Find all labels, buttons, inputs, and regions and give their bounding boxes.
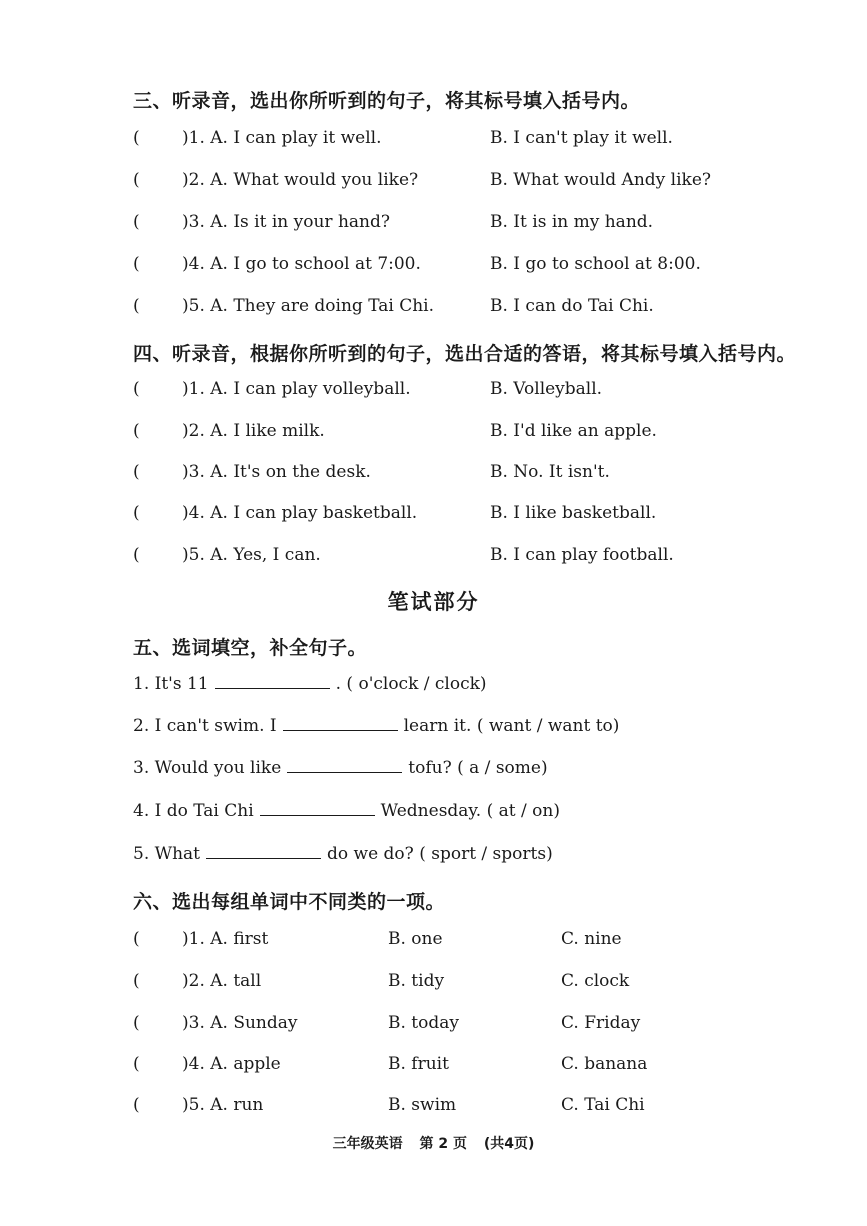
s3-q2-option-b: B. What would Andy like?: [490, 170, 712, 190]
s5-q3-text-after: tofu? ( a / some): [408, 758, 548, 778]
written-part-title: 笔试部分: [387, 590, 480, 614]
s6-q5-paren: (: [133, 1095, 140, 1115]
s3-q5-option-a: )5. A. They are doing Tai Chi.: [182, 296, 435, 316]
s3-q2-paren: (: [133, 170, 140, 190]
s6-q2-option-b: B. tidy: [388, 971, 445, 991]
s6-q3-option-a: )3. A. Sunday: [182, 1013, 298, 1033]
s4-q3-option-a: )3. A. It's on the desk.: [182, 462, 371, 482]
s6-q2-option-a: )2. A. tall: [182, 971, 262, 991]
s6-q2-option-c: C. clock: [561, 971, 630, 991]
s3-q4-paren: (: [133, 254, 140, 274]
s3-q1-option-b: B. I can't play it well.: [490, 128, 673, 148]
s5-q4-text-before: 4. I do Tai Chi: [133, 801, 254, 821]
footer-page: 第 2 页: [419, 1136, 467, 1152]
s4-q4-paren: (: [133, 503, 140, 523]
s3-q3-option-b: B. It is in my hand.: [490, 212, 654, 232]
s6-q3-option-b: B. today: [388, 1013, 459, 1033]
s5-q1-text-after: . ( o'clock / clock): [335, 674, 487, 694]
s3-q4-option-b: B. I go to school at 8:00.: [490, 254, 701, 274]
s3-q1-option-a: )1. A. I can play it well.: [182, 128, 382, 148]
section3-title: 三、听录音，选出你所听到的句子，将其标号填入括号内。: [133, 90, 641, 112]
s6-q4-option-b: B. fruit: [388, 1054, 449, 1074]
s6-q1-option-c: C. nine: [561, 929, 622, 949]
s4-q1-option-b: B. Volleyball.: [490, 379, 603, 399]
s4-q5-option-a: )5. A. Yes, I can.: [182, 545, 321, 565]
s3-q2-option-a: )2. A. What would you like?: [182, 170, 419, 190]
s5-q5-text-after: do we do? ( sport / sports): [327, 844, 553, 864]
section5-title: 五、选词填空，补全句子。: [133, 637, 368, 659]
s6-q1-option-a: )1. A. first: [182, 929, 269, 949]
s5-q5-blank[interactable]: [206, 844, 321, 859]
s5-q2: [133, 716, 619, 736]
s5-q1-blank[interactable]: [215, 674, 330, 689]
s3-q3-option-a: )3. A. Is it in your hand?: [182, 212, 390, 232]
s3-q1-paren: (: [133, 128, 140, 148]
s6-q1-option-b: B. one: [388, 929, 443, 949]
section6-title: 六、选出每组单词中不同类的一项。: [133, 891, 446, 913]
s6-q3-paren: (: [133, 1013, 140, 1033]
s4-q4-option-a: )4. A. I can play basketball.: [182, 503, 418, 523]
s4-q3-option-b: B. No. It isn't.: [490, 462, 610, 482]
page-footer: [0, 1133, 867, 1153]
s5-q2-text-before: 2. I can't swim. I: [133, 716, 277, 736]
footer-subject: 三年级英语: [332, 1136, 403, 1152]
s6-q5-option-a: )5. A. run: [182, 1095, 264, 1115]
s5-q5: [133, 844, 553, 864]
s5-q5-text-before: 5. What: [133, 844, 201, 864]
s3-q5-paren: (: [133, 296, 140, 316]
s4-q1-option-a: )1. A. I can play volleyball.: [182, 379, 411, 399]
s5-q1-text-before: 1. It's 11: [133, 674, 209, 694]
s3-q5-option-b: B. I can do Tai Chi.: [490, 296, 654, 316]
s3-q4-option-a: )4. A. I go to school at 7:00.: [182, 254, 421, 274]
s4-q2-option-a: )2. A. I like milk.: [182, 421, 325, 441]
s5-q4-blank[interactable]: [260, 801, 375, 816]
s5-q3-text-before: 3. Would you like: [133, 758, 282, 778]
s4-q1-paren: (: [133, 379, 140, 399]
s5-q2-text-after: learn it. ( want / want to): [403, 716, 620, 736]
s4-q4-option-b: B. I like basketball.: [490, 503, 657, 523]
s5-q4-text-after: Wednesday. ( at / on): [380, 801, 560, 821]
s6-q1-paren: (: [133, 929, 140, 949]
s5-q3-blank[interactable]: [287, 758, 402, 773]
s6-q5-option-b: B. swim: [388, 1095, 457, 1115]
s5-q4: [133, 801, 560, 821]
s4-q2-paren: (: [133, 421, 140, 441]
s5-q2-blank[interactable]: [283, 716, 398, 731]
s4-q5-option-b: B. I can play football.: [490, 545, 674, 565]
s3-q3-paren: (: [133, 212, 140, 232]
s6-q3-option-c: C. Friday: [561, 1013, 641, 1033]
s5-q1: [133, 674, 487, 694]
footer-total: (共4页): [483, 1136, 535, 1152]
s6-q4-option-a: )4. A. apple: [182, 1054, 281, 1074]
s4-q3-paren: (: [133, 462, 140, 482]
section4-title: 四、听录音，根据你所听到的句子，选出合适的答语，将其标号填入括号内。: [133, 343, 797, 365]
s5-q3: [133, 758, 548, 778]
s6-q2-paren: (: [133, 971, 140, 991]
s4-q5-paren: (: [133, 545, 140, 565]
s6-q4-option-c: C. banana: [561, 1054, 648, 1074]
s4-q2-option-b: B. I'd like an apple.: [490, 421, 657, 441]
s6-q4-paren: (: [133, 1054, 140, 1074]
s6-q5-option-c: C. Tai Chi: [561, 1095, 645, 1115]
